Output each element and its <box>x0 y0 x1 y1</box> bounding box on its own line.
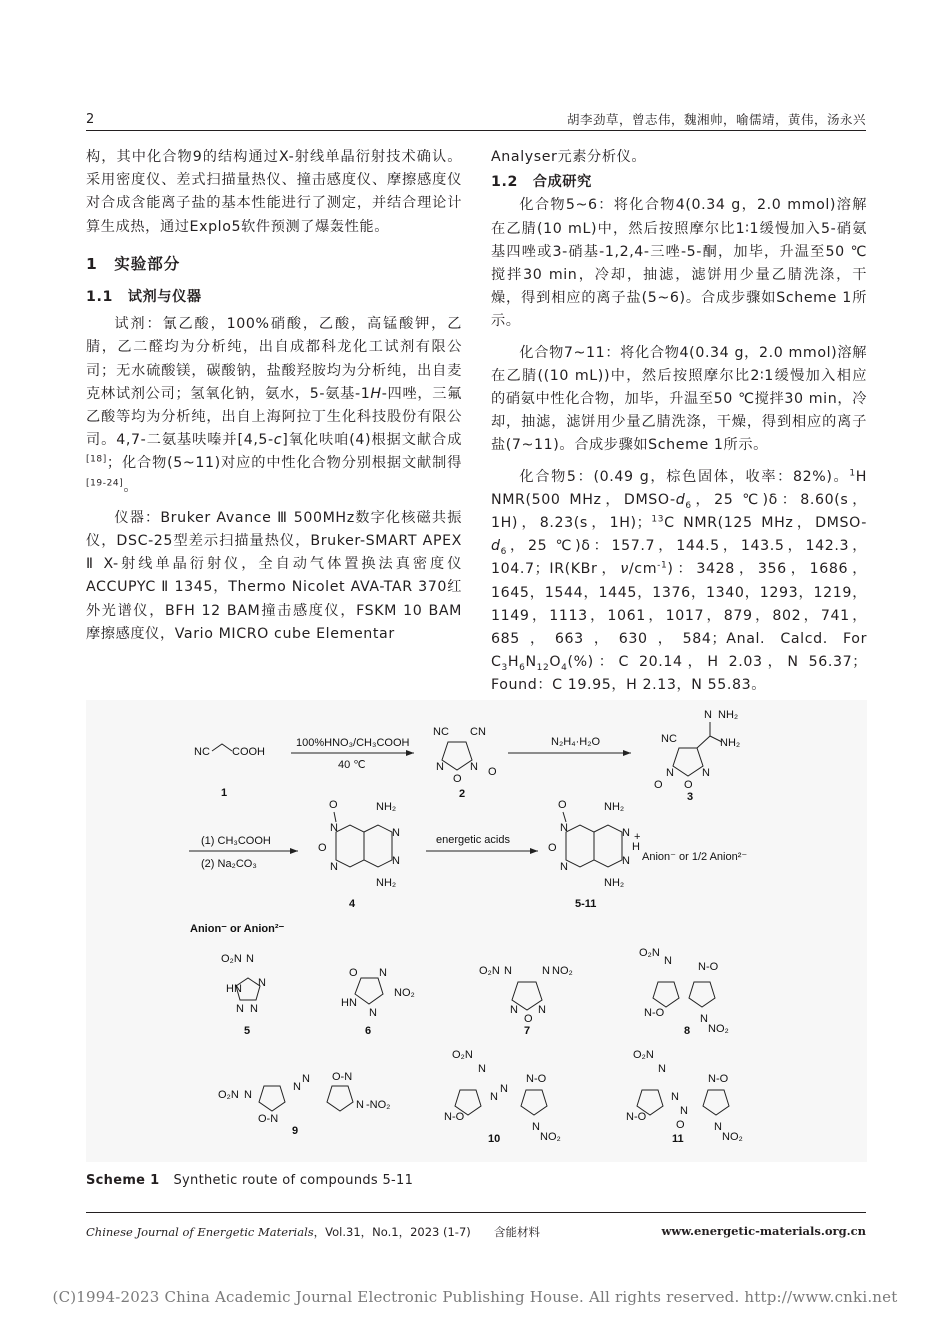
svg-text:N: N <box>490 1091 498 1103</box>
svg-text:NO₂: NO₂ <box>708 1023 729 1035</box>
svg-text:N: N <box>658 1063 666 1075</box>
svg-text:N: N <box>666 767 674 779</box>
anion-8-structure <box>639 947 729 1035</box>
svg-text:N: N <box>700 1013 708 1025</box>
svg-text:O: O <box>318 842 327 854</box>
svg-text:O₂N: O₂N <box>639 947 660 959</box>
svg-text:N: N <box>702 767 710 779</box>
svg-text:N: N <box>532 1121 540 1133</box>
svg-text:N: N <box>542 965 550 977</box>
svg-text:N: N <box>504 965 512 977</box>
svg-text:O₂N: O₂N <box>452 1049 473 1061</box>
citation-18[interactable]: [18] <box>86 454 107 465</box>
scheme-figure <box>86 700 867 1162</box>
svg-text:O₂N: O₂N <box>218 1089 239 1101</box>
svg-text:N: N <box>330 822 338 834</box>
step-2-reagent: N₂H₄·H₂O <box>551 736 601 748</box>
label-compound-8: 8 <box>684 1025 691 1037</box>
caption-text: Synthetic route of compounds 5-11 <box>173 1173 414 1188</box>
svg-text:N: N <box>194 746 202 758</box>
svg-text:N-O: N-O <box>444 1111 465 1123</box>
continuation-text: Analyser元素分析仪。 <box>491 149 647 165</box>
svg-text:N: N <box>500 1083 508 1095</box>
label-compound-5: 5 <box>244 1025 251 1037</box>
label-compounds-5-11: 5-11 <box>575 898 597 910</box>
svg-text:O: O <box>524 1013 533 1025</box>
label-compound-6: 6 <box>365 1025 372 1037</box>
compound-1-structure <box>194 744 265 758</box>
svg-text:N: N <box>560 861 568 873</box>
svg-text:N: N <box>470 761 478 773</box>
svg-text:O₂N: O₂N <box>479 965 500 977</box>
svg-text:O: O <box>329 799 338 811</box>
compound-5-characterization: 化合物5：(0.49 g，棕色固体，收率：82%)。$^1$H NMR(500 MHz，DMSO-$d_6$，25 ℃)δ：8.60(s，1H)，8.23(s，1H)；$^{13}$C NMR(125 MHz，DMSO-$d_6$，25 ℃)δ：157.7，144.5，143.5，142.3，104.7；IR(KBr，$\nu/cm^{-1}$)：3428，356，1686，1645，1544，1445，1376，1340，1293，1219，1149，1113，1061，1017，879，802，741，685，663，630，584；Anal. Calcd. For $C_3H_6N_{12}O_4(\%)$：C 20.14，H 2.03，N 56.37；Found：C 19.95，H 2.13，N 55.83。 <box>491 467 867 694</box>
svg-text:N: N <box>704 709 712 721</box>
step-3-reagent-1: (1) CH₃COOH <box>201 835 271 847</box>
step-3-reagent-2: (2) Na₂CO₃ <box>201 858 257 870</box>
footer-url[interactable]: www.energetic-materials.org.cn <box>661 1224 866 1238</box>
svg-text:NH₂: NH₂ <box>718 709 739 721</box>
compound-2-structure <box>433 726 497 785</box>
footer-journal-cn: 含能材料 <box>494 1225 540 1239</box>
svg-text:CN: CN <box>470 726 486 738</box>
svg-text:NC: NC <box>661 733 677 745</box>
synthetic-route-diagram <box>86 700 867 1162</box>
svg-text:N: N <box>680 1105 688 1117</box>
svg-text:O: O <box>676 1119 685 1131</box>
label-compound-9: 9 <box>292 1125 299 1137</box>
svg-text:H: H <box>632 841 640 853</box>
svg-text:N: N <box>510 1004 518 1016</box>
section-heading-synthesis: 1.2 合成研究 <box>491 174 592 191</box>
svg-text:N-O: N-O <box>626 1111 647 1123</box>
svg-text:O-N: O-N <box>332 1071 353 1083</box>
instruments-paragraph: 仪器：Bruker Avance Ⅲ 500MHz数字化核磁共振仪，DSC-25型差示扫描量热仪，Bruker-SMART APEX Ⅱ X-射线单晶衍射仪，全自动气体置换法真密度仪 ACCUPYC Ⅱ 1345，Thermo Nicolet AVA-TAR 370红外光谱仪，BFH 12 BAM撞击感度仪，FSKM 10 BAM 摩擦感度仪，Vario MICRO cube Elementar <box>86 509 462 642</box>
left-column <box>86 146 462 646</box>
label-compound-7: 7 <box>524 1025 531 1037</box>
svg-text:COOH: COOH <box>232 746 265 758</box>
label-compound-2: 2 <box>459 788 466 800</box>
svg-text:N: N <box>369 1007 377 1019</box>
svg-text:NH₂: NH₂ <box>376 877 397 889</box>
reagents-paragraph: 试剂：氰乙酸，100%硝酸，乙酸，高锰酸钾，乙腈，乙二醛均为分析纯，出自成都科龙化工试剂有限公司；无水硫酸镁，碳酸钠，盐酸羟胺均为分析纯，出自麦克林试剂公司；氢氧化钠，氨水，5-氨基-1H-四唑，三氟乙酸等均为分析纯，出自上海阿拉丁生化科技股份有限公司。4,7-二氨基呋嗪并[4,5-c]氧化呋咱(4)根据文献合成[18]；化合物(5~11)对应的中性化合物分别根据文献制得[19-24]。 <box>86 316 462 495</box>
cation-5-11-structure <box>548 799 640 889</box>
svg-text:N: N <box>622 855 630 867</box>
svg-text:HN: HN <box>226 983 242 995</box>
svg-text:NO₂: NO₂ <box>722 1131 743 1143</box>
svg-text:O: O <box>453 773 462 785</box>
svg-text:N: N <box>664 955 672 967</box>
svg-text:NH₂: NH₂ <box>376 801 397 813</box>
anion-6-structure <box>341 967 415 1019</box>
svg-text:O-N: O-N <box>258 1113 279 1125</box>
synthesis-7-11-paragraph: 化合物7~11：将化合物4(0.34 g，2.0 mmol)溶解在乙腈((10 mL))中，然后按照摩尔比2∶1缓慢加入相应的硝氨中性化合物，加毕，升温至50 ℃搅拌30 min，冷却，抽滤，滤饼用少量乙腈洗涤，干燥，得到相应的离子盐(7~11)。合成步骤如Scheme 1所示。 <box>491 344 867 454</box>
label-compound-1: 1 <box>221 787 228 799</box>
section-heading-reagents: 1.1 试剂与仪器 <box>86 289 202 306</box>
anion-9-structure <box>218 1071 390 1125</box>
svg-text:N: N <box>244 1089 252 1101</box>
scheme-caption <box>86 1173 413 1188</box>
label-compound-11: 11 <box>672 1133 684 1145</box>
svg-text:N: N <box>538 1004 546 1016</box>
svg-text:O₂N: O₂N <box>633 1049 654 1061</box>
svg-text:O: O <box>488 766 497 778</box>
svg-text:N-O: N-O <box>644 1007 665 1019</box>
svg-text:N: N <box>250 1003 258 1015</box>
svg-text:N: N <box>560 822 568 834</box>
svg-text:NO₂: NO₂ <box>394 987 415 999</box>
header-rule <box>86 130 866 131</box>
svg-text:O: O <box>548 842 557 854</box>
svg-text:O: O <box>349 967 358 979</box>
step-1-temperature: 40 ℃ <box>338 759 366 771</box>
compound-3-structure <box>654 709 740 791</box>
svg-text:N: N <box>246 953 254 965</box>
anion-5-structure <box>221 953 266 1015</box>
anion-heading: Anion⁻ or Anion²⁻ <box>190 923 285 935</box>
svg-text:+: + <box>634 831 641 843</box>
svg-text:O₂N: O₂N <box>221 953 242 965</box>
svg-text:NH₂: NH₂ <box>720 737 741 749</box>
copyright-notice: (C)1994-2023 China Academic Journal Electronic Publishing House. All rights reserved. http://www.cnki.net <box>52 1288 898 1306</box>
svg-text:N: N <box>302 1073 310 1085</box>
svg-text:NC: NC <box>433 726 449 738</box>
svg-text:N: N <box>330 861 338 873</box>
right-column <box>491 146 867 698</box>
svg-text:N: N <box>622 827 630 839</box>
label-compound-10: 10 <box>488 1133 501 1145</box>
svg-text:N: N <box>714 1121 722 1133</box>
citation-19-24[interactable]: [19-24] <box>86 477 124 488</box>
footer-rule <box>86 1212 866 1213</box>
svg-text:O: O <box>558 799 567 811</box>
svg-text:N: N <box>236 1003 244 1015</box>
svg-text:N: N <box>379 967 387 979</box>
section-heading-experimental: 1 实验部分 <box>86 254 181 273</box>
anion-descriptor: Anion⁻ or 1/2 Anion²⁻ <box>642 851 748 863</box>
svg-text:-NO₂: -NO₂ <box>366 1099 391 1111</box>
svg-text:NO₂: NO₂ <box>540 1131 561 1143</box>
svg-text:NH₂: NH₂ <box>604 877 625 889</box>
svg-text:N: N <box>392 855 400 867</box>
intro-paragraph: 构，其中化合物9的结构通过X-射线单晶衍射技术确认。采用密度仪、差式扫描量热仪、撞击感度仪、摩擦感度仪对合成含能离子盐的基本性能进行了测定，并结合理论计算生成热，通过Explo5软件预测了爆轰性能。 <box>86 149 462 235</box>
anion-7-structure <box>479 965 573 1025</box>
svg-text:NH₂: NH₂ <box>604 801 625 813</box>
running-header-authors: 胡李劲草，曾志伟，魏湘帅，喻儒靖，黄伟，汤永兴 <box>566 112 866 127</box>
anion-11-structure <box>626 1049 743 1143</box>
svg-text:N: N <box>293 1081 301 1093</box>
svg-text:N: N <box>671 1091 679 1103</box>
svg-text:N: N <box>392 827 400 839</box>
compound-4-structure <box>318 799 400 889</box>
svg-text:N-O: N-O <box>698 961 719 973</box>
svg-text:NO₂: NO₂ <box>552 965 573 977</box>
synthesis-5-6-paragraph: 化合物5~6：将化合物4(0.34 g，2.0 mmol)溶解在乙腈(10 mL)中，然后按照摩尔比1∶1缓慢加入5-硝氨基四唑或3-硝基-1,2,4-三唑-5-酮，加毕，升温至50 ℃搅拌30 min，冷却，抽滤，滤饼用少量乙腈洗涤，干燥，得到相应的离子盐(5~6)。合成步骤如Scheme 1所示。 <box>491 197 867 330</box>
svg-text:HN: HN <box>341 997 357 1009</box>
svg-text:N: N <box>356 1099 364 1111</box>
anion-10-structure <box>444 1049 561 1143</box>
footer-journal: Chinese Journal of Energetic Materials，Vol.31，No.1，2023 (1-7) <box>86 1225 471 1239</box>
svg-text:N: N <box>258 977 266 989</box>
svg-text:N: N <box>436 761 444 773</box>
step-4-reagent: energetic acids <box>436 834 510 846</box>
svg-text:C: C <box>202 746 210 758</box>
svg-text:N-O: N-O <box>708 1073 729 1085</box>
svg-text:N: N <box>478 1063 486 1075</box>
page-number: 2 <box>86 112 95 127</box>
step-1-reagent: 100%HNO₃/CH₃COOH <box>296 737 410 749</box>
svg-text:O: O <box>684 779 693 791</box>
caption-label: Scheme 1 <box>86 1173 160 1188</box>
label-compound-4: 4 <box>349 898 356 910</box>
svg-text:O: O <box>654 779 663 791</box>
svg-text:N-O: N-O <box>526 1073 547 1085</box>
label-compound-3: 3 <box>687 791 694 803</box>
